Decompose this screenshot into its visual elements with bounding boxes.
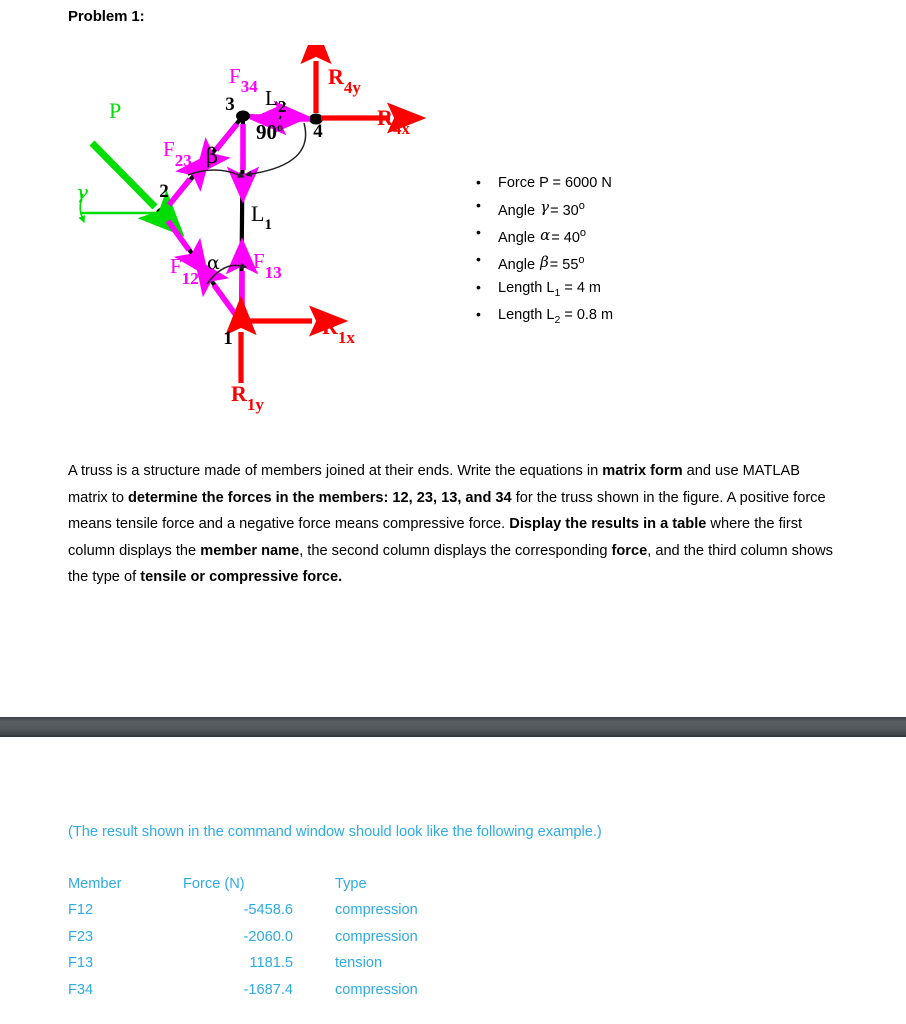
reaction-R1y-sub: 1y xyxy=(246,395,264,414)
body-bold-member-name: member name xyxy=(200,542,300,559)
label-force-F34 xyxy=(229,64,258,96)
given-L1-prefix: Length L xyxy=(498,279,555,296)
applied-load-P xyxy=(80,143,164,217)
page-title: Problem 1: xyxy=(68,8,145,25)
force-F12-base: F xyxy=(170,254,182,278)
label-force-F13 xyxy=(253,249,282,282)
given-item-angle-gamma xyxy=(468,195,728,222)
problem-statement xyxy=(68,458,840,591)
label-length-L1 xyxy=(251,201,272,233)
cell-member: F34 xyxy=(68,981,94,998)
reaction-R4y-base: R xyxy=(328,64,344,89)
label-length-L2 xyxy=(265,86,286,116)
alpha-degree-sign: o xyxy=(579,227,587,240)
cell-force: -2060.0 xyxy=(243,928,293,945)
force-F23-at-node3 xyxy=(216,124,237,150)
body-bold-determine-forces: determine the forces in the members: 12, 23, 13, and 34 xyxy=(128,489,512,506)
cell-member: F23 xyxy=(68,928,94,945)
body-bold-tensile-compressive: tensile or compressive force xyxy=(140,569,339,585)
cell-member: F12 xyxy=(68,902,94,919)
label-applied-load-P: P xyxy=(109,98,122,123)
beta-symbol: β xyxy=(540,253,549,272)
table-row xyxy=(68,929,495,955)
given-beta-value: = 55 xyxy=(549,257,579,274)
cell-force: -1687.4 xyxy=(243,981,293,998)
given-L1-subscript: 1 xyxy=(554,286,561,299)
length-L1-sub: 1 xyxy=(264,217,272,233)
cell-type: compression xyxy=(335,928,418,945)
cell-type: compression xyxy=(335,981,418,998)
force-F23-at-node2 xyxy=(169,179,190,205)
right-angle-value: 90 xyxy=(256,120,277,144)
force-F12-sub: 12 xyxy=(181,269,199,288)
column-header-type: Type xyxy=(335,876,367,892)
given-L2-value: = 0.8 m xyxy=(560,307,614,324)
reaction-R1x-base: R xyxy=(322,314,338,339)
right-angle-degree: o xyxy=(277,120,283,134)
node-label-4: 4 xyxy=(313,121,323,142)
force-F34-sub: 34 xyxy=(240,77,258,96)
node-label-1: 1 xyxy=(223,328,233,349)
given-gamma-value: = 30 xyxy=(550,202,579,219)
table-row xyxy=(68,902,495,928)
given-L2-prefix: Length L xyxy=(498,307,555,324)
load-P-arrow xyxy=(92,143,155,207)
label-force-F23 xyxy=(163,137,192,170)
body-text-4: where the first column displays the xyxy=(68,516,803,559)
given-alpha-prefix: Angle xyxy=(498,229,540,246)
given-item-angle-alpha xyxy=(468,222,728,249)
body-text-6: , and the third column shows the type of xyxy=(68,542,833,585)
reaction-R4x-base: R xyxy=(377,105,393,130)
truss-free-body-diagram xyxy=(60,45,480,445)
column-header-force: Force (N) xyxy=(183,876,245,892)
given-item-length-L2 xyxy=(468,304,728,331)
joint-3 xyxy=(236,111,250,122)
body-bold-force: force xyxy=(611,542,648,559)
length-L2-base: L xyxy=(265,86,278,110)
body-text-5: , the second column displays the corresponding xyxy=(299,542,612,559)
node-label-3: 3 xyxy=(225,94,235,115)
body-bold-display-results: Display the results in a table xyxy=(509,516,707,532)
given-L2-subscript: 2 xyxy=(554,314,561,327)
body-text-3: for the truss shown in the figure. A positive force means tensile force and a negative force means compressive force. xyxy=(68,489,826,532)
table-row xyxy=(68,955,495,981)
label-angle-beta: β xyxy=(206,144,219,168)
given-alpha-value: = 40 xyxy=(551,229,580,246)
cell-force: 1181.5 xyxy=(249,955,293,972)
reaction-R4y-sub: 4y xyxy=(343,78,361,97)
truss-diagram-svg xyxy=(60,45,480,445)
body-text-period: . xyxy=(338,569,343,585)
length-L1-base: L xyxy=(251,201,265,226)
cell-member: F13 xyxy=(68,955,94,972)
given-item-angle-beta xyxy=(468,249,728,276)
gamma-degree-sign: o xyxy=(578,199,585,212)
force-F12-at-node1 xyxy=(214,285,235,314)
force-F12-at-node2 xyxy=(168,221,189,250)
force-F23-base: F xyxy=(163,137,175,161)
label-reaction-R4y xyxy=(328,64,361,97)
given-gamma-prefix: Angle xyxy=(498,202,540,219)
cell-force: -5458.6 xyxy=(243,902,293,919)
node-label-2: 2 xyxy=(159,181,169,202)
cell-type: compression xyxy=(335,902,418,919)
cell-type: tension xyxy=(335,955,383,972)
section-divider-bar xyxy=(0,717,906,737)
body-text-2: and use MATLAB matrix to xyxy=(68,463,800,506)
force-F13-base: F xyxy=(253,249,265,273)
gamma-symbol: γ xyxy=(540,198,550,217)
body-text-1: A truss is a structure made of members joined at their ends. Write the equations in xyxy=(68,463,603,479)
alpha-symbol: α xyxy=(540,225,551,244)
joint-1 xyxy=(234,317,248,328)
length-L2-sub: 2 xyxy=(277,97,287,116)
label-reaction-R4x xyxy=(377,105,410,138)
label-angle-alpha: α xyxy=(207,252,220,274)
body-bold-matrix-form: matrix form xyxy=(602,463,683,479)
label-reaction-R1y xyxy=(231,381,264,414)
column-header-member: Member xyxy=(68,876,122,892)
given-values-list xyxy=(468,172,728,332)
label-reaction-R1x xyxy=(322,314,355,347)
beta-degree-sign: o xyxy=(578,254,585,267)
given-item-length-L1 xyxy=(468,277,728,304)
reaction-R4x-sub: 4x xyxy=(392,119,410,138)
given-force-P-text: Force P = 6000 N xyxy=(498,175,612,191)
given-beta-prefix: Angle xyxy=(498,257,540,274)
reaction-R1x-sub: 1x xyxy=(337,328,355,347)
given-L1-value: = 4 m xyxy=(560,279,601,296)
example-output-note: (The result shown in the command window should look like the following example.) xyxy=(68,824,602,840)
force-F23-sub: 23 xyxy=(174,151,192,170)
force-F13-sub: 13 xyxy=(264,263,282,282)
force-F34-base: F xyxy=(229,64,241,88)
given-item-force-P xyxy=(468,172,728,195)
label-right-angle xyxy=(256,120,283,144)
table-row xyxy=(68,982,495,1008)
reaction-R1y-base: R xyxy=(231,381,247,406)
example-results-table xyxy=(68,876,495,1008)
label-angle-gamma: γ xyxy=(76,180,88,204)
table-header-row xyxy=(68,876,495,902)
